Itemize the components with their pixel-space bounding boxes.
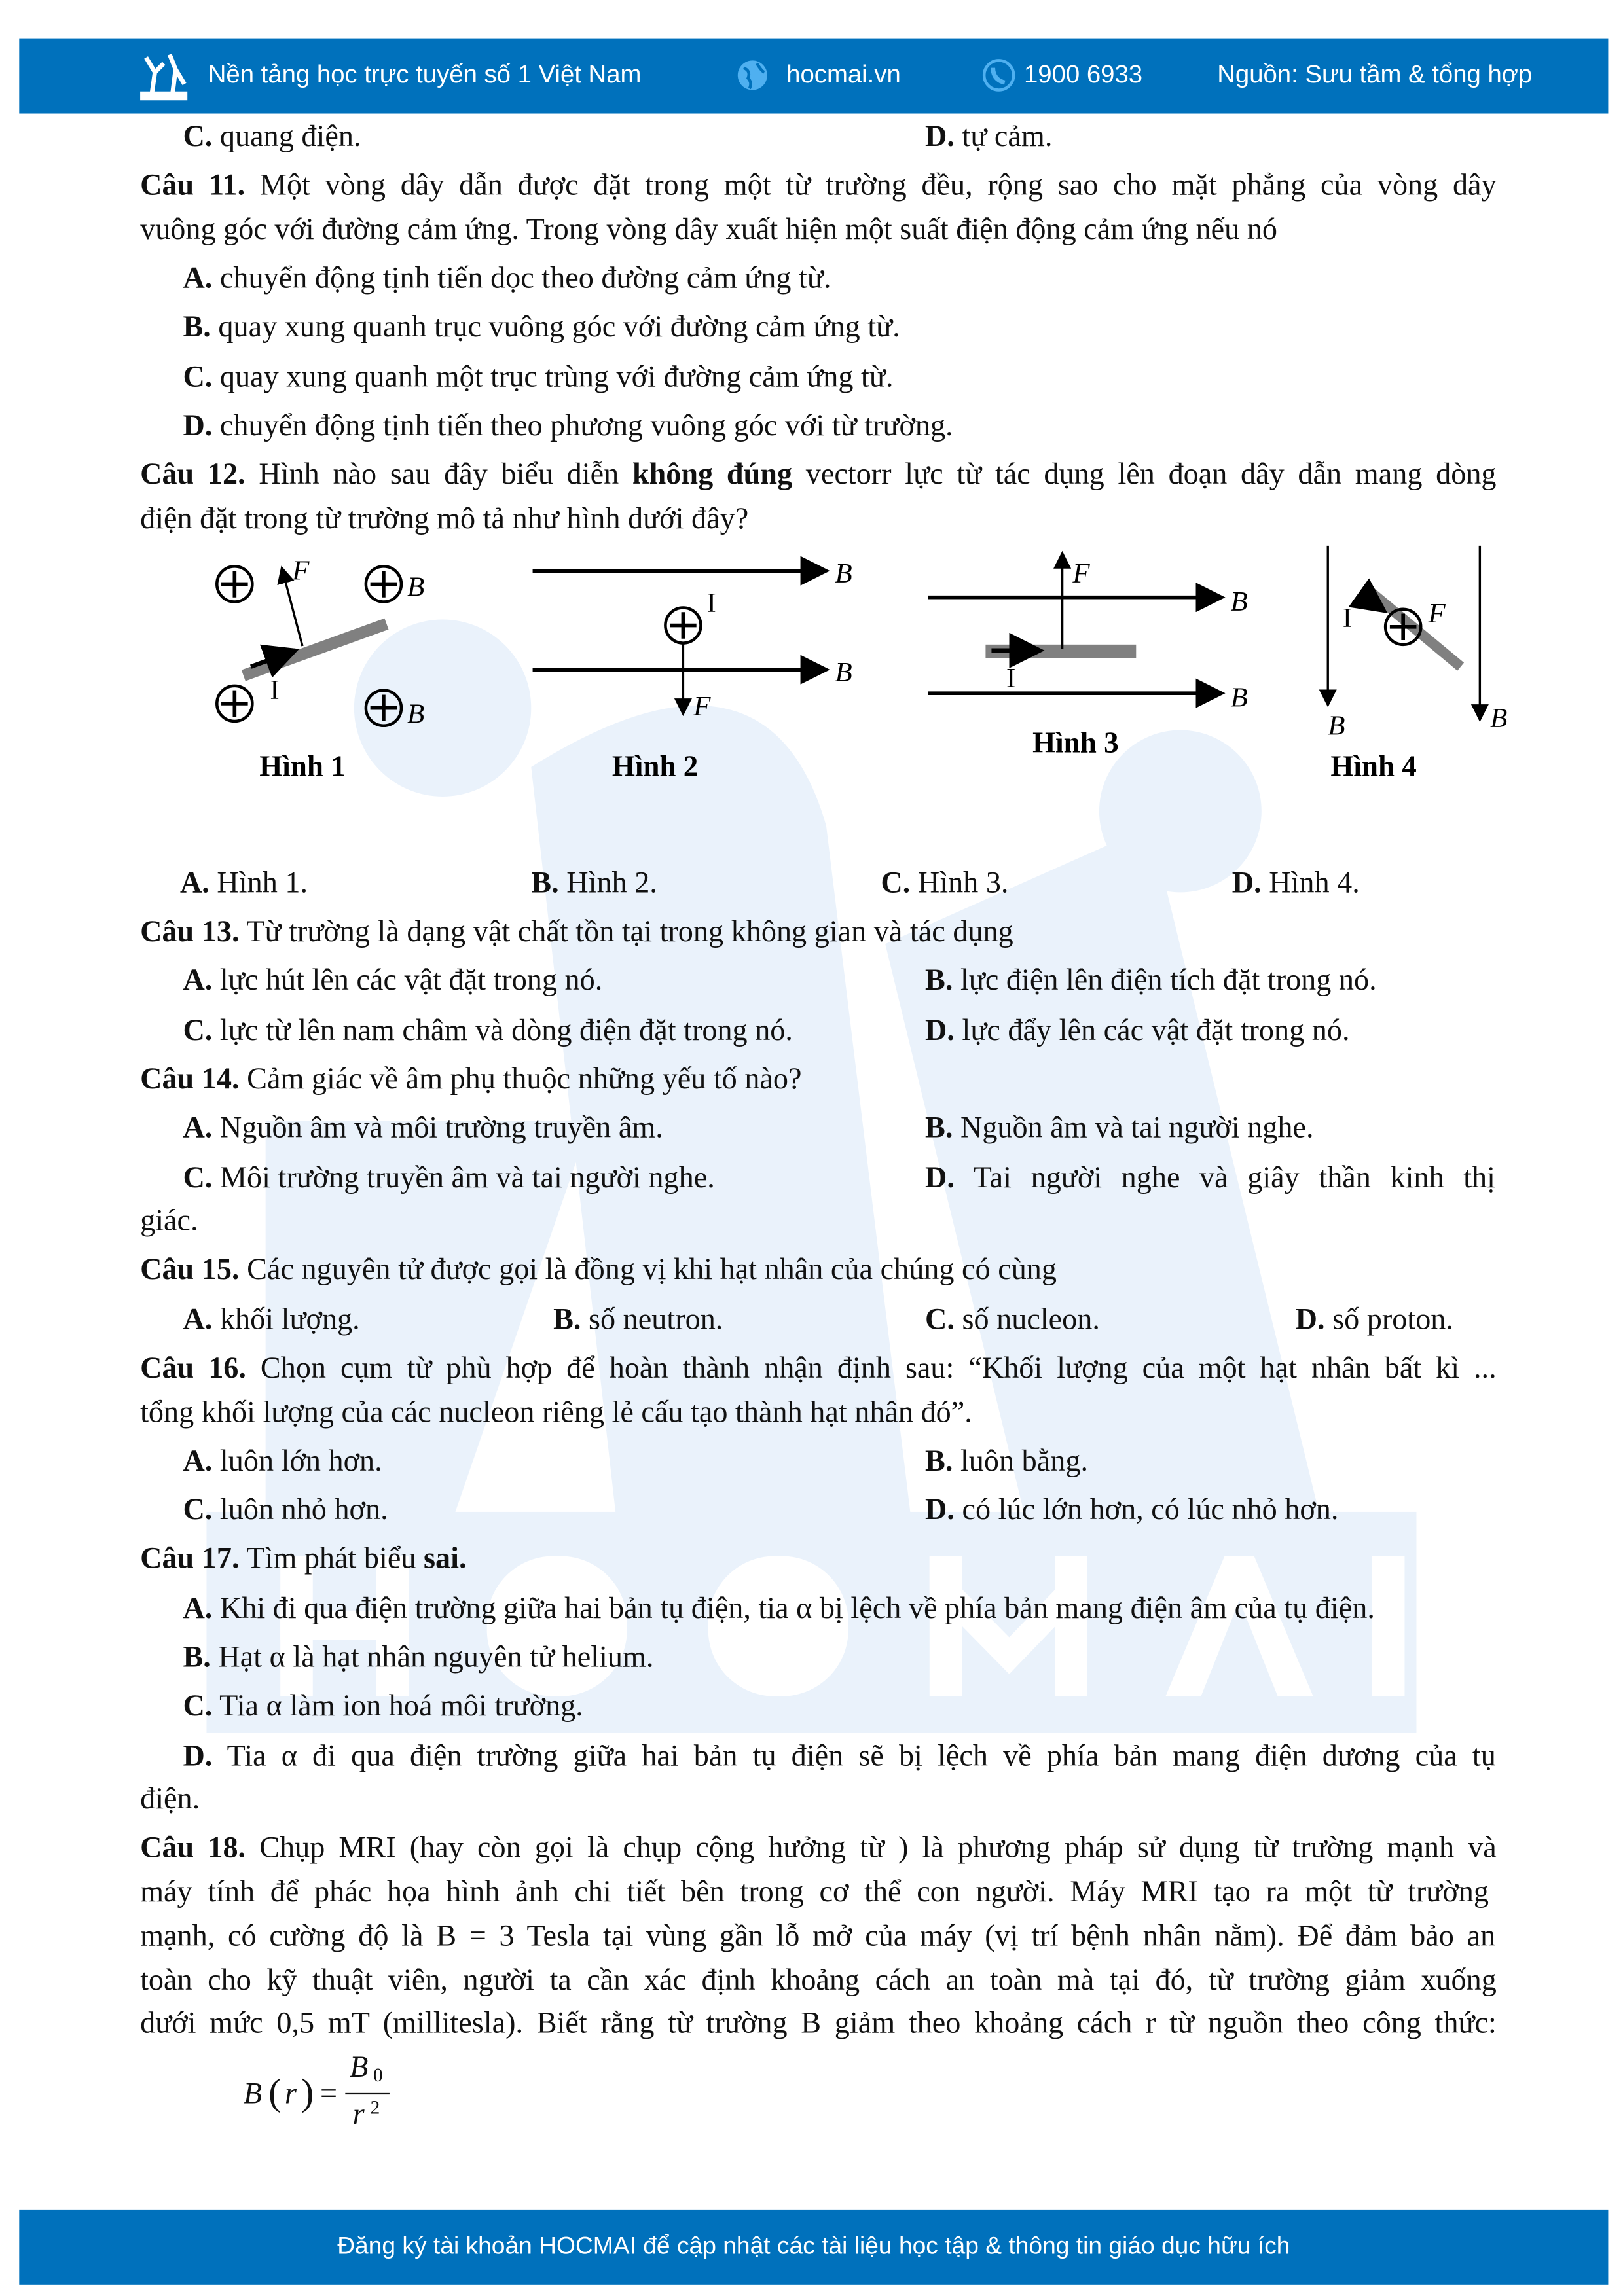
header-tagline: Nền tảng học trực tuyến số 1 Việt Nam bbox=[208, 60, 642, 89]
svg-text:I: I bbox=[706, 588, 716, 619]
q17-option-c: C. Tia α làm ion hoá môi trường. bbox=[183, 1690, 583, 1723]
svg-text:F: F bbox=[1428, 598, 1446, 630]
q18-stem-line-2: máy tính để phác họa hình ảnh chi tiết bên trong cơ thể con người. Máy MRI tạo ra một từ trường bbox=[140, 1876, 1489, 1909]
footer-text[interactable]: Đăng ký tài khoản HOCMAI để cập nhật các tài liệu học tập & thông tin giáo dục hữu ích bbox=[337, 2233, 1290, 2260]
q14-option-c: C. Môi trường truyền âm và tai người nghe. bbox=[183, 1162, 715, 1195]
q17-stem: Câu 17. Tìm phát biểu sai. bbox=[140, 1543, 467, 1575]
svg-text:B: B bbox=[1490, 703, 1508, 734]
q11-stem-cont: vuông góc với đường cảm ứng. Trong vòng dây xuất hiện một suất điện động cảm ứng nếu nó bbox=[140, 213, 1278, 247]
q11-option-c: C. quay xung quanh một trục trùng với đường cảm ứng từ. bbox=[183, 361, 894, 394]
figure-4 bbox=[1328, 546, 1507, 741]
svg-text:F: F bbox=[1072, 558, 1090, 590]
figure-1 bbox=[217, 556, 424, 730]
q14-option-b: B. Nguồn âm và tai người nghe. bbox=[925, 1112, 1314, 1145]
svg-text:B: B bbox=[1230, 586, 1248, 617]
q15-option-d: D. số proton. bbox=[1295, 1304, 1453, 1336]
svg-text:I: I bbox=[270, 675, 280, 706]
figure-4-caption: Hình 4 bbox=[1330, 749, 1417, 783]
q10-option-c: C. quang điện. bbox=[183, 120, 361, 154]
q17-option-b: B. Hạt α là hạt nhân nguyên tử helium. bbox=[183, 1641, 654, 1674]
footer-bar bbox=[19, 2210, 1608, 2285]
q17-option-d: D. Tia α đi qua điện trường giữa hai bản tụ điện sẽ bị lệch về phía bản mang điện dương của tụ bbox=[183, 1740, 1496, 1773]
q15-option-c: C. số nucleon. bbox=[925, 1304, 1100, 1336]
header-source: Nguồn: Sưu tầm & tổng hợp bbox=[1217, 60, 1533, 89]
q14-option-d: D. Tai người nghe và giây thần kinh thị bbox=[925, 1162, 1495, 1195]
svg-text:B: B bbox=[835, 657, 852, 689]
q14-option-a: A. Nguồn âm và môi trường truyền âm. bbox=[183, 1112, 663, 1145]
q13-stem: Câu 13. Từ trường là dạng vật chất tồn tại trong không gian và tác dụng bbox=[140, 916, 1013, 949]
q11-stem: Câu 11. Một vòng dây dẫn được đặt trong một từ trường đều, rộng sao cho mặt phẳng của vòng dây bbox=[140, 170, 1497, 202]
q10-option-d: D. tự cảm. bbox=[925, 120, 1053, 154]
q18-stem-line-5: dưới mức 0,5 mT (millitesla). Biết rằng từ trường B giảm theo khoảng cách r từ nguồn theo công thức: bbox=[140, 2007, 1497, 2040]
svg-text:B: B bbox=[1328, 710, 1345, 742]
figure-1-caption: Hình 1 bbox=[259, 749, 346, 783]
svg-text:B: B bbox=[835, 558, 852, 590]
q15-option-b: B. số neutron. bbox=[553, 1304, 723, 1336]
figure-2-caption: Hình 2 bbox=[611, 749, 699, 783]
header-phone[interactable]: 1900 6933 bbox=[1023, 60, 1143, 89]
q18-stem-line-3: mạnh, có cường độ là B = 3 Tesla tại vùng gần lỗ mở của máy (vị trí bệnh nhân nằm). Để đảm bảo an bbox=[140, 1920, 1496, 1953]
svg-text:I: I bbox=[1006, 663, 1016, 694]
figure-3 bbox=[928, 553, 1248, 713]
q12-stem-cont: điện đặt trong từ trường mô tả như hình dưới đây? bbox=[140, 503, 749, 536]
q11-option-d: D. chuyển động tịnh tiến theo phương vuông góc với từ trường. bbox=[183, 410, 953, 443]
q12-option-c: C. Hình 3. bbox=[881, 867, 1009, 900]
q13-option-d: D. lực đẩy lên các vật đặt trong nó. bbox=[925, 1014, 1350, 1048]
q15-option-a: A. khối lượng. bbox=[183, 1304, 360, 1336]
q17-option-d-cont: điện. bbox=[140, 1783, 200, 1816]
q15-stem: Câu 15. Các nguyên tử được gọi là đồng vị khi hạt nhân của chúng có cùng bbox=[140, 1253, 1057, 1287]
q16-option-b: B. luôn bằng. bbox=[925, 1445, 1088, 1479]
svg-text:F: F bbox=[292, 555, 310, 586]
q11-option-a: A. chuyển động tịnh tiến dọc theo đường cảm ứng từ. bbox=[183, 262, 831, 295]
document-page: Nền tảng học trực tuyến số 1 Việt Nam hocmai.vn 1900 6933 Nguồn: Sưu tầm & tổng hợp C. quang điện. D. tự cảm. Câu 11. Một vòng dây dẫn được đặt trong một từ trường đều, rộng sao cho mặt phẳng của vòng dây vuông góc với đường cảm ứng. Trong vòng dây xuất hiện một suất điện động cảm ứng nếu nó A. chuyển động tịnh tiến dọc theo đường cảm ứng từ. B. quay xung quanh trục vuông góc với đường cảm ứng từ. C. quay xung quanh một trục trùng với đường cảm ứng từ. D. chuyển động tịnh tiến theo phương vuông góc với từ trường. Câu 12. Hình nào sau đây biểu diễn không đúng vectorr lực từ tác dụng lên đoạn dây dẫn mang dòng điện đặt trong từ trường mô tả như hình dưới đây? F B B I B B F I F B B I F B B I Hình 1 Hình 2 Hình 3 Hình 4 A. Hình 1. B. Hình 2. C. Hình 3. D. Hình 4. Câu 13. Từ trường là dạng vật chất tồn tại trong không gian và tác dụng A. lực hút lên các vật đặt trong nó. B. lực điện lên điện tích đặt trong nó. C. lực từ lên nam châm và dòng điện đặt trong nó. D. lực đẩy lên các vật đặt trong nó. Câu 14. Cảm giác về âm phụ thuộc những yếu tố nào? A. Nguồn âm và môi trường truyền âm. B. Nguồn âm và tai người nghe. C. Môi trường truyền âm và tai người nghe. D. Tai người nghe và giây thần kinh thị giác. Câu 15. Các nguyên tử được gọi là đồng vị khi hạt nhân của chúng có cùng A. khối lượng. B. số neutron. C. số nucleon. D. số proton. Câu 16. Chọn cụm từ phù hợp để hoàn thành nhận định sau: “Khối lượng của một hạt nhân bất kì ... tổng khối lượng của các nucleon riêng lẻ cấu tạo thành hạt nhân đó”. A. luôn lớn hơn. B. luôn bằng. C. luôn nhỏ hơn. D. có lúc lớn hơn, có lúc nhỏ hơn. Câu 17. Tìm phát biểu sai. A. Khi đi qua điện trường giữa hai bản tụ điện, tia α bị lệch về phía bản mang điện âm của tụ điện. B. Hạt α là hạt nhân nguyên tử helium. C. Tia α làm ion hoá môi trường. D. Tia α đi qua điện trường giữa hai bản tụ điện sẽ bị lệch về phía bản mang điện dương của tụ điện. Câu 18. Chụp MRI (hay còn gọi là chụp cộng hưởng từ ) là phương pháp sử dụng từ trường mạnh và máy tính để phác họa hình ảnh chi tiết bên trong cơ thể con người. Máy MRI tạo ra một từ trường mạnh, có cường độ là B = 3 Tesla tại vùng gần lỗ mở của máy (vị trí bệnh nhân nằm). Để đảm bảo an toàn cho kỹ thuật viên, người ta cần xác định khoảng cách an toàn mà tại đó, từ trường giảm xuống dưới mức 0,5 mT (millitesla). Biết rằng từ trường B giảm theo khoảng cách r từ nguồn theo công thức: B ( r ) = B 0 r 2 Đăng ký tài khoản HOCMAI để cập nhật các tài liệu học tập & thông tin giáo dục hữu ích bbox=[0, 0, 1623, 2296]
q16-option-d: D. có lúc lớn hơn, có lúc nhỏ hơn. bbox=[925, 1494, 1339, 1527]
q18-stem-line-1: Câu 18. Chụp MRI (hay còn gọi là chụp cộng hưởng từ ) là phương pháp sử dụng từ trường mạnh và bbox=[140, 1831, 1497, 1865]
svg-text:B: B bbox=[1230, 682, 1248, 713]
q12-option-b: B. Hình 2. bbox=[531, 867, 657, 900]
q13-option-c: C. lực từ lên nam châm và dòng điện đặt trong nó. bbox=[183, 1014, 793, 1048]
q16-option-c: C. luôn nhỏ hơn. bbox=[183, 1494, 388, 1527]
q12-stem: Câu 12. Hình nào sau đây biểu diễn không đúng vectorr lực từ tác dụng lên đoạn dây dẫn mang dòng bbox=[140, 458, 1497, 492]
q17-option-a: A. Khi đi qua điện trường giữa hai bản tụ điện, tia α bị lệch về phía bản mang điện âm của tụ điện. bbox=[183, 1592, 1375, 1626]
svg-text:B: B bbox=[407, 571, 425, 603]
q11-option-b: B. quay xung quanh trục vuông góc với đường cảm ứng từ. bbox=[183, 311, 900, 344]
q12-option-d: D. Hình 4. bbox=[1231, 867, 1360, 900]
q12-figures bbox=[0, 0, 1623, 826]
q14-stem: Câu 14. Cảm giác về âm phụ thuộc những yếu tố nào? bbox=[140, 1063, 802, 1096]
header-website-link[interactable]: hocmai.vn bbox=[786, 60, 901, 89]
q16-option-a: A. luôn lớn hơn. bbox=[183, 1445, 382, 1479]
svg-text:F: F bbox=[693, 691, 711, 722]
svg-text:I: I bbox=[1342, 602, 1353, 634]
q16-stem: Câu 16. Chọn cụm từ phù hợp để hoàn thành nhận định sau: “Khối lượng của một hạt nhân bất kì ... bbox=[140, 1352, 1497, 1386]
q16-stem-cont: tổng khối lượng của các nucleon riêng lẻ cấu tạo thành hạt nhân đó”. bbox=[140, 1397, 972, 1429]
q13-option-a: A. lực hút lên các vật đặt trong nó. bbox=[183, 964, 603, 997]
q12-option-a: A. Hình 1. bbox=[179, 867, 308, 900]
svg-text:B: B bbox=[407, 698, 425, 730]
q13-option-b: B. lực điện lên điện tích đặt trong nó. bbox=[925, 964, 1377, 997]
q18-stem-line-4: toàn cho kỹ thuật viên, người ta cần xác định khoảng cách an toàn mà tại đó, từ trường giảm xuống bbox=[140, 1964, 1497, 1998]
figure-3-caption: Hình 3 bbox=[1032, 726, 1119, 759]
q14-option-d-cont: giác. bbox=[140, 1205, 198, 1238]
figure-2 bbox=[533, 558, 852, 722]
